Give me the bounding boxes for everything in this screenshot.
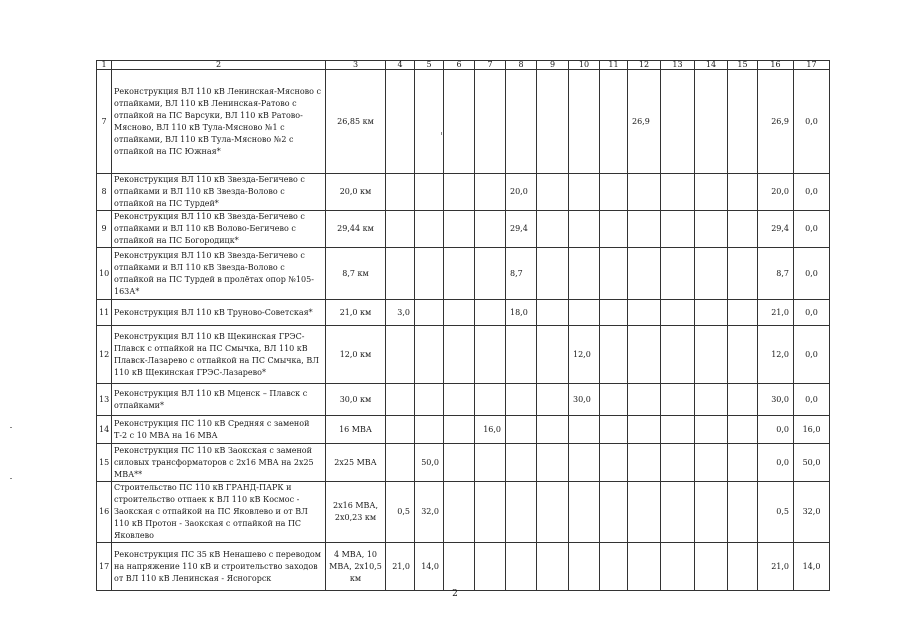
value-cell-col-13 [661, 326, 695, 384]
header-cell: 5 [415, 61, 444, 70]
header-cell: 12 [628, 61, 661, 70]
value-cell-col-8 [506, 70, 537, 174]
value-cell-col-16: 21,0 [758, 543, 794, 591]
value-cell-col-4: 3,0 [386, 300, 415, 326]
value-cell-col-12 [628, 174, 661, 211]
value-cell-col-16: 12,0 [758, 326, 794, 384]
table-row [97, 248, 830, 300]
value-cell-col-8: 20,0 [506, 174, 537, 211]
value-cell-col-17: 0,0 [794, 248, 830, 300]
value-cell-col-4 [386, 444, 415, 482]
value-cell-col-8 [506, 444, 537, 482]
value-cell-col-17: 0,0 [794, 211, 830, 248]
header-cell: 10 [569, 61, 600, 70]
table-row [97, 482, 830, 543]
header-cell: 2 [112, 61, 326, 70]
value-cell-col-12 [628, 248, 661, 300]
project-name-cell: Строительство ПС 110 кВ ГРАНД-ПАРК и строительство отпаек к ВЛ 110 кВ Космос - Заокская с отпайкой на ПС Яковлево и от ВЛ 110 кВ Протон - Заокская с отпайкой на ПС Яковлево [112, 482, 326, 543]
row-number-cell: 8 [97, 174, 112, 211]
scan-speck [10, 478, 12, 479]
project-name-cell: Реконструкция ВЛ 110 кВ Труново-Советская* [112, 300, 326, 326]
value-cell-col-12 [628, 482, 661, 543]
row-number-cell: 12 [97, 326, 112, 384]
value-cell-col-7 [475, 543, 506, 591]
capacity-cell: 20,0 км [326, 174, 386, 211]
header-cell: 13 [661, 61, 695, 70]
value-cell-col-17: 0,0 [794, 384, 830, 416]
value-cell-col-9 [537, 70, 569, 174]
value-cell-col-8: 18,0 [506, 300, 537, 326]
value-cell-col-4 [386, 248, 415, 300]
project-name-cell: Реконструкция ВЛ 110 кВ Звезда-Бегичево с отпайками и ВЛ 110 кВ Звезда-Волово с отпайкой на ПС Турдей* [112, 174, 326, 211]
value-cell-col-11 [600, 300, 628, 326]
value-cell-col-17: 32,0 [794, 482, 830, 543]
value-cell-col-12 [628, 444, 661, 482]
value-cell-col-15 [728, 70, 758, 174]
value-cell-col-12 [628, 326, 661, 384]
capacity-cell: 29,44 км [326, 211, 386, 248]
capacity-cell: 30,0 км [326, 384, 386, 416]
value-cell-col-9 [537, 326, 569, 384]
row-number-cell: 14 [97, 416, 112, 444]
project-name-cell: Реконструкция ПС 110 кВ Заокская с заменой силовых трансформаторов с 2х16 МВА на 2х25 МВА** [112, 444, 326, 482]
value-cell-col-7 [475, 70, 506, 174]
value-cell-col-16: 0,0 [758, 444, 794, 482]
value-cell-col-7: 16,0 [475, 416, 506, 444]
value-cell-col-13 [661, 384, 695, 416]
value-cell-col-5 [415, 174, 444, 211]
header-cell: 7 [475, 61, 506, 70]
value-cell-col-10 [569, 444, 600, 482]
value-cell-col-16: 21,0 [758, 300, 794, 326]
table-row [97, 384, 830, 416]
project-name-cell: Реконструкция ПС 110 кВ Средняя с заменой Т-2 с 10 МВА на 16 МВА [112, 416, 326, 444]
header-cell: 15 [728, 61, 758, 70]
value-cell-col-12 [628, 416, 661, 444]
value-cell-col-16: 0,0 [758, 416, 794, 444]
header-cell: 11 [600, 61, 628, 70]
value-cell-col-6 [444, 543, 475, 591]
value-cell-col-9 [537, 248, 569, 300]
header-cell: 1 [97, 61, 112, 70]
value-cell-col-7 [475, 482, 506, 543]
value-cell-col-4 [386, 326, 415, 384]
value-cell-col-14 [695, 174, 728, 211]
project-name-cell: Реконструкция ВЛ 110 кВ Звезда-Бегичево с отпайками и ВЛ 110 кВ Волово-Бегичево с отпайкой на ПС Богородицк* [112, 211, 326, 248]
investment-table [96, 60, 830, 591]
value-cell-col-13 [661, 70, 695, 174]
value-cell-col-12: 26,9 [628, 70, 661, 174]
value-cell-col-4 [386, 384, 415, 416]
value-cell-col-10: 30,0 [569, 384, 600, 416]
capacity-cell: 8,7 км [326, 248, 386, 300]
value-cell-col-4 [386, 174, 415, 211]
value-cell-col-10 [569, 543, 600, 591]
scan-speck [10, 427, 12, 428]
value-cell-col-15 [728, 543, 758, 591]
value-cell-col-5 [415, 211, 444, 248]
value-cell-col-16: 20,0 [758, 174, 794, 211]
value-cell-col-7 [475, 248, 506, 300]
value-cell-col-10 [569, 70, 600, 174]
value-cell-col-13 [661, 211, 695, 248]
value-cell-col-17: 0,0 [794, 300, 830, 326]
value-cell-col-15 [728, 444, 758, 482]
value-cell-col-15 [728, 482, 758, 543]
value-cell-col-4 [386, 416, 415, 444]
value-cell-col-17: 0,0 [794, 174, 830, 211]
value-cell-col-10 [569, 174, 600, 211]
value-cell-col-8 [506, 482, 537, 543]
value-cell-col-4: 21,0 [386, 543, 415, 591]
value-cell-col-17: 16,0 [794, 416, 830, 444]
value-cell-col-5 [415, 300, 444, 326]
project-name-cell: Реконструкция ВЛ 110 кВ Ленинская-Мясново с отпайками, ВЛ 110 кВ Ленинская-Ратово с отпайкой на ПС Варсуки, ВЛ 110 кВ Ратово-Мясново, ВЛ 110 кВ Тула-Мясново №1 с отпайками, ВЛ 110 кВ Тула-Мясново №2 с отпайкой на ПС Южная* [112, 70, 326, 174]
value-cell-col-14 [695, 70, 728, 174]
value-cell-col-6 [444, 384, 475, 416]
value-cell-col-10 [569, 416, 600, 444]
value-cell-col-6 [444, 70, 475, 174]
header-cell: 8 [506, 61, 537, 70]
value-cell-col-15 [728, 416, 758, 444]
value-cell-col-7 [475, 444, 506, 482]
value-cell-col-10: 12,0 [569, 326, 600, 384]
row-number-cell: 10 [97, 248, 112, 300]
header-cell: 9 [537, 61, 569, 70]
value-cell-col-8 [506, 384, 537, 416]
page-number: 2 [452, 589, 458, 599]
value-cell-col-17: 50,0 [794, 444, 830, 482]
value-cell-col-9 [537, 211, 569, 248]
value-cell-col-8: 8,7 [506, 248, 537, 300]
value-cell-col-5: 14,0 [415, 543, 444, 591]
value-cell-col-12 [628, 300, 661, 326]
value-cell-col-13 [661, 300, 695, 326]
value-cell-col-8 [506, 543, 537, 591]
capacity-cell: 12,0 км [326, 326, 386, 384]
value-cell-col-9 [537, 416, 569, 444]
value-cell-col-15 [728, 300, 758, 326]
value-cell-col-15 [728, 174, 758, 211]
header-cell: 6 [444, 61, 475, 70]
value-cell-col-10 [569, 211, 600, 248]
value-cell-col-14 [695, 326, 728, 384]
value-cell-col-5 [415, 70, 444, 174]
value-cell-col-6 [444, 300, 475, 326]
value-cell-col-16: 29,4 [758, 211, 794, 248]
header-cell: 3 [326, 61, 386, 70]
value-cell-col-6 [444, 174, 475, 211]
value-cell-col-4: 0,5 [386, 482, 415, 543]
value-cell-col-16: 30,0 [758, 384, 794, 416]
header-cell: 4 [386, 61, 415, 70]
value-cell-col-6 [444, 416, 475, 444]
value-cell-col-13 [661, 444, 695, 482]
value-cell-col-15 [728, 326, 758, 384]
header-cell: 16 [758, 61, 794, 70]
value-cell-col-13 [661, 248, 695, 300]
capacity-cell: 26,85 км [326, 70, 386, 174]
row-number-cell: 9 [97, 211, 112, 248]
row-number-cell: 7 [97, 70, 112, 174]
column-number-header-row [97, 61, 830, 70]
value-cell-col-14 [695, 211, 728, 248]
value-cell-col-9 [537, 300, 569, 326]
table-row [97, 326, 830, 384]
value-cell-col-14 [695, 416, 728, 444]
value-cell-col-7 [475, 384, 506, 416]
table-row [97, 300, 830, 326]
project-name-cell: Реконструкция ВЛ 110 кВ Мценск – Плавск с отпайками* [112, 384, 326, 416]
value-cell-col-15 [728, 248, 758, 300]
value-cell-col-12 [628, 384, 661, 416]
value-cell-col-11 [600, 326, 628, 384]
project-name-cell: Реконструкция ВЛ 110 кВ Щекинская ГРЭС-Плавск с отпайкой на ПС Смычка, ВЛ 110 кВ Плавск-Лазарево с отпайкой на ПС Смычка, ВЛ 110 кВ Щекинская ГРЭС-Лазарево* [112, 326, 326, 384]
value-cell-col-17: 14,0 [794, 543, 830, 591]
value-cell-col-13 [661, 416, 695, 444]
value-cell-col-4 [386, 70, 415, 174]
value-cell-col-17: 0,0 [794, 326, 830, 384]
value-cell-col-5: 32,0 [415, 482, 444, 543]
value-cell-col-5 [415, 326, 444, 384]
project-name-cell: Реконструкция ВЛ 110 кВ Звезда-Бегичево с отпайками и ВЛ 110 кВ Звезда-Волово с отпайкой на ПС Турдей в пролётах опор №105-163А* [112, 248, 326, 300]
row-number-cell: 16 [97, 482, 112, 543]
value-cell-col-14 [695, 444, 728, 482]
value-cell-col-9 [537, 444, 569, 482]
capacity-cell: 16 МВА [326, 416, 386, 444]
capacity-cell: 4 МВА, 10 МВА, 2х10,5 км [326, 543, 386, 591]
value-cell-col-7 [475, 300, 506, 326]
row-number-cell: 11 [97, 300, 112, 326]
table-row [97, 543, 830, 591]
row-number-cell: 17 [97, 543, 112, 591]
value-cell-col-11 [600, 248, 628, 300]
value-cell-col-11 [600, 482, 628, 543]
value-cell-col-6 [444, 211, 475, 248]
value-cell-col-15 [728, 384, 758, 416]
value-cell-col-14 [695, 543, 728, 591]
value-cell-col-6 [444, 248, 475, 300]
value-cell-col-4 [386, 211, 415, 248]
value-cell-col-14 [695, 248, 728, 300]
row-number-cell: 13 [97, 384, 112, 416]
value-cell-col-14 [695, 482, 728, 543]
capacity-cell: 2х25 МВА [326, 444, 386, 482]
value-cell-col-7 [475, 326, 506, 384]
value-cell-col-10 [569, 300, 600, 326]
value-cell-col-11 [600, 416, 628, 444]
value-cell-col-16: 0,5 [758, 482, 794, 543]
value-cell-col-10 [569, 482, 600, 543]
value-cell-col-13 [661, 174, 695, 211]
value-cell-col-17: 0,0 [794, 70, 830, 174]
value-cell-col-7 [475, 211, 506, 248]
value-cell-col-16: 8,7 [758, 248, 794, 300]
value-cell-col-11 [600, 543, 628, 591]
scan-speck [441, 132, 442, 135]
table-row [97, 174, 830, 211]
value-cell-col-13 [661, 543, 695, 591]
value-cell-col-11 [600, 384, 628, 416]
value-cell-col-6 [444, 482, 475, 543]
header-cell: 14 [695, 61, 728, 70]
value-cell-col-6 [444, 444, 475, 482]
value-cell-col-8 [506, 326, 537, 384]
header-cell: 17 [794, 61, 830, 70]
value-cell-col-9 [537, 174, 569, 211]
value-cell-col-5 [415, 384, 444, 416]
table-row [97, 70, 830, 174]
table-row [97, 211, 830, 248]
value-cell-col-11 [600, 211, 628, 248]
value-cell-col-9 [537, 482, 569, 543]
capacity-cell: 2х16 МВА, 2х0,23 км [326, 482, 386, 543]
value-cell-col-11 [600, 444, 628, 482]
capacity-cell: 21,0 км [326, 300, 386, 326]
value-cell-col-12 [628, 211, 661, 248]
row-number-cell: 15 [97, 444, 112, 482]
value-cell-col-7 [475, 174, 506, 211]
value-cell-col-5 [415, 416, 444, 444]
value-cell-col-11 [600, 174, 628, 211]
value-cell-col-5: 50,0 [415, 444, 444, 482]
table-row [97, 444, 830, 482]
value-cell-col-9 [537, 543, 569, 591]
value-cell-col-6 [444, 326, 475, 384]
project-name-cell: Реконструкция ПС 35 кВ Ненашево с переводом на напряжение 110 кВ и строительство заходов от ВЛ 110 кВ Ленинская - Ясногорск [112, 543, 326, 591]
table-row [97, 416, 830, 444]
value-cell-col-11 [600, 70, 628, 174]
value-cell-col-8: 29,4 [506, 211, 537, 248]
value-cell-col-9 [537, 384, 569, 416]
value-cell-col-12 [628, 543, 661, 591]
value-cell-col-5 [415, 248, 444, 300]
value-cell-col-14 [695, 300, 728, 326]
value-cell-col-14 [695, 384, 728, 416]
value-cell-col-10 [569, 248, 600, 300]
value-cell-col-13 [661, 482, 695, 543]
value-cell-col-16: 26,9 [758, 70, 794, 174]
value-cell-col-8 [506, 416, 537, 444]
value-cell-col-15 [728, 211, 758, 248]
